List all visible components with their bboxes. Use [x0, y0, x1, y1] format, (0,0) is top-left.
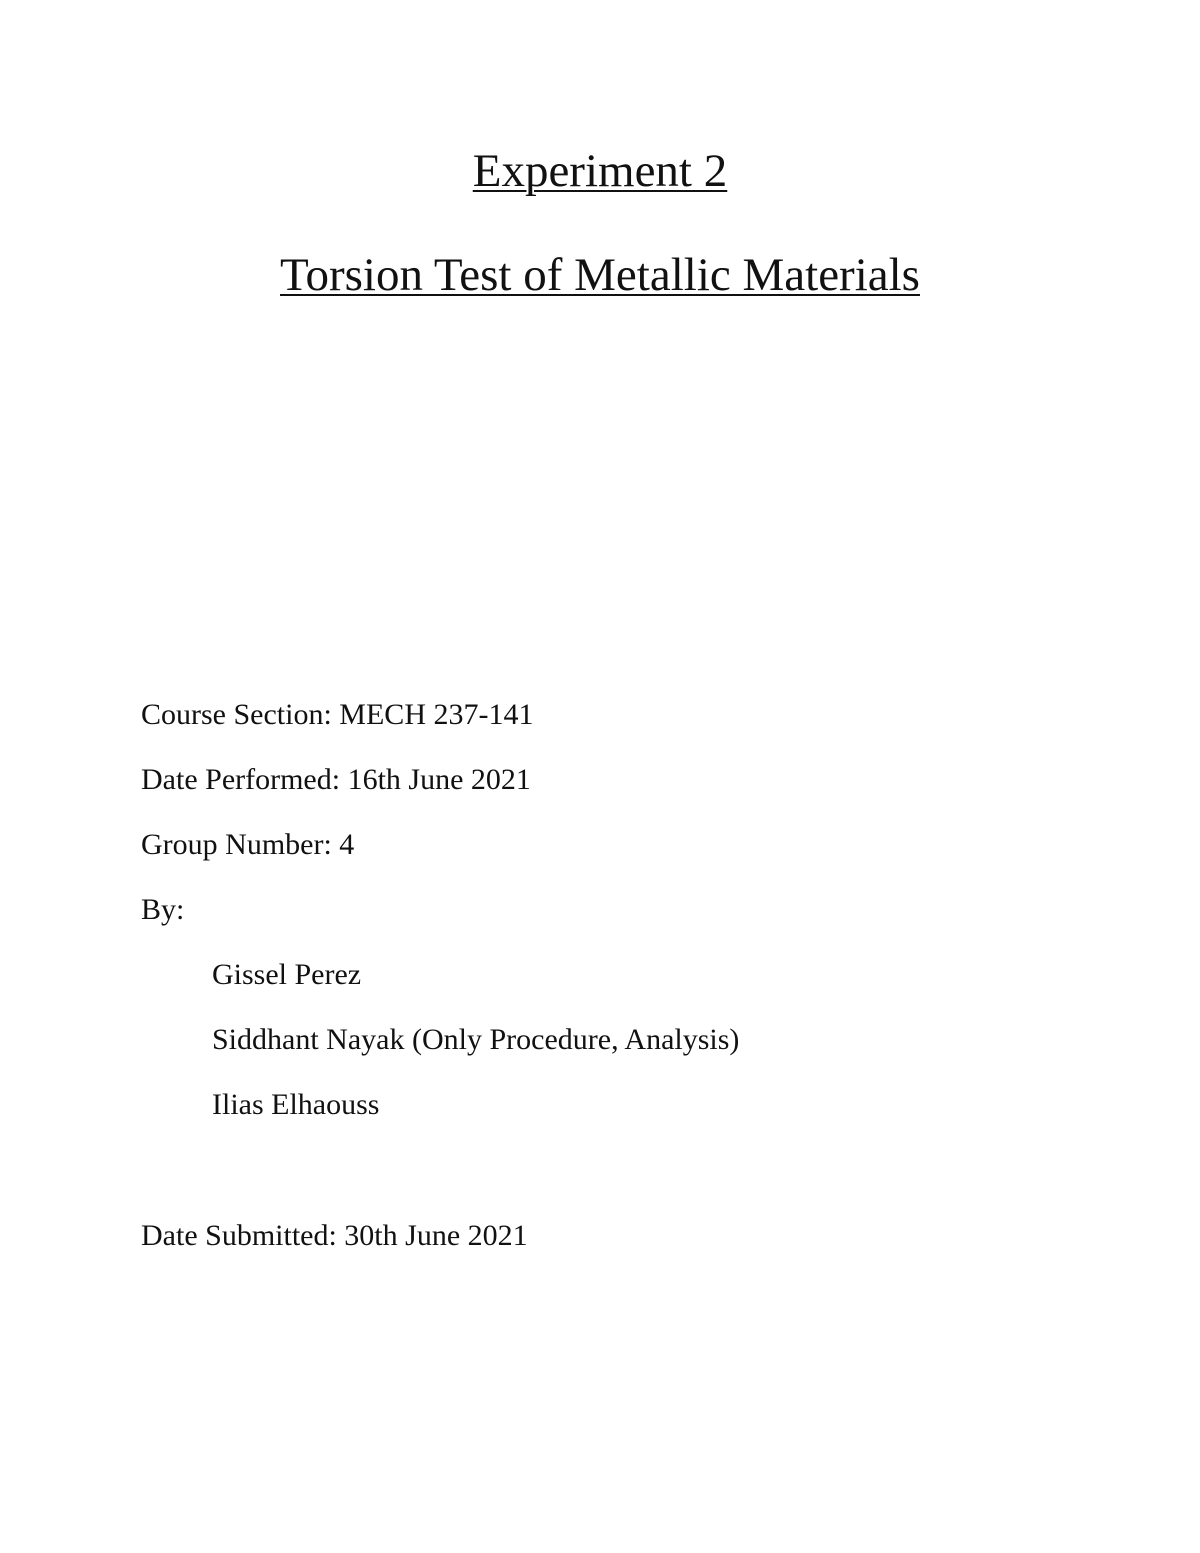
group-number: Group Number: 4: [141, 828, 355, 861]
date-performed: Date Performed: 16th June 2021: [141, 763, 531, 796]
author-2: Siddhant Nayak (Only Procedure, Analysis): [212, 1023, 740, 1056]
experiment-subtitle-text: Torsion Test of Metallic Materials: [280, 249, 920, 301]
author-1: Gissel Perez: [212, 958, 362, 991]
date-submitted: Date Submitted: 30th June 2021: [141, 1219, 528, 1252]
experiment-title-text: Experiment 2: [472, 145, 728, 197]
experiment-subtitle: [0, 249, 1200, 301]
experiment-title: [0, 145, 1200, 197]
author-3: Ilias Elhaouss: [212, 1088, 380, 1121]
course-section: Course Section: MECH 237-141: [141, 698, 534, 731]
by-label: By:: [141, 893, 185, 926]
